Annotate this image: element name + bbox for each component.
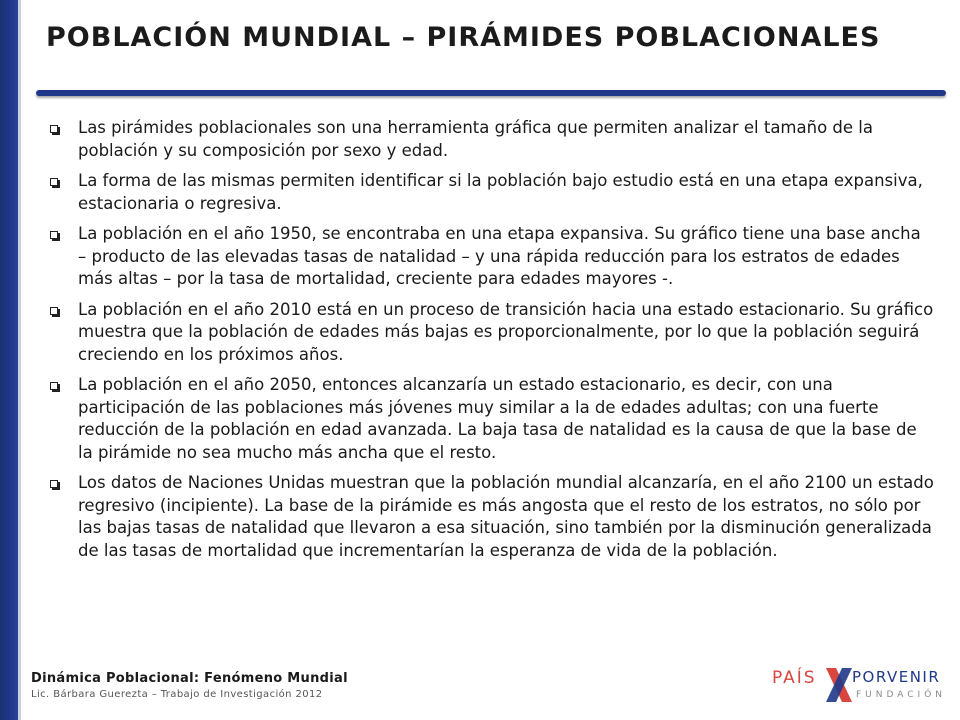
left-accent-bar-edge [18,0,21,720]
hollow-square-bullet-icon [50,178,58,186]
bullet-text: La población en el año 1950, se encontraba en una etapa expansiva. Su gráfico tiene una base ancha – producto de las elevadas tasas de natalidad – y una rápida reducción para los estratos de edades más altas – por la tasa de mortalidad, creciente para edades mayores -. [78,224,921,288]
bullet-item [44,374,934,464]
logo-word-pais: PAÍS [772,668,817,688]
bullet-text: La población en el año 2010 está en un proceso de transición hacia una estado estacionario. Su gráfico muestra que la población de edades más bajas es proporcionalmente, por lo que la población seguirá creciendo en los próximos años. [78,299,934,364]
slide-title: POBLACIÓN MUNDIAL – PIRÁMIDES POBLACIONALES [46,22,881,53]
bullet-text: La forma de las mismas permiten identificar si la población bajo estudio está en una etapa expansiva, estacionaria o regresiva. [78,171,923,213]
bullet-list [44,117,934,570]
logo-word-fundacion: FUNDACIÓN [856,690,947,700]
bullet-item [44,170,934,215]
hollow-square-bullet-icon [50,480,58,488]
hollow-square-bullet-icon [50,307,58,315]
bullet-item [44,472,934,562]
footer-title: Dinámica Poblacional: Fenómeno Mundial [31,671,348,686]
hollow-square-bullet-icon [50,231,58,239]
bullet-text: Las pirámides poblacionales son una herramienta gráfica que permiten analizar el tamaño de la población y su composición por sexo y edad. [78,118,873,160]
title-underline [36,90,946,96]
footer-subtitle: Lic. Bárbara Guerezta – Trabajo de Investigación 2012 [31,689,323,700]
hollow-square-bullet-icon [50,382,58,390]
bullet-item [44,299,934,367]
bullet-text: La población en el año 2050, entonces alcanzaría un estado estacionario, es decir, con una participación de las poblaciones más jóvenes muy similar a la de edades adultas; con una fuerte reducción de la población en edad avanzada. La baja tasa de natalidad es la causa de que la base de la pirámide no sea mucho más ancha que el resto. [78,375,917,462]
left-accent-bar [0,0,18,720]
logo-word-porvenir: PORVENIR [852,668,941,686]
bullet-text: Los datos de Naciones Unidas muestran que la población mundial alcanzaría, en el año 2100 un estado regresivo (incipiente). La base de la pirámide es más angosta que el resto de los estratos, no sólo por las bajas tasas de natalidad que llevaron a esa situación, sino también por la disminución generalizada de las tasas de mortalidad que incrementarían la esperanza de vida de la población. [78,473,934,560]
logo-x-mark-icon [824,666,854,704]
bullet-item [44,117,934,162]
bullet-item [44,223,934,291]
fundacion-pais-porvenir-logo [772,664,948,710]
hollow-square-bullet-icon [50,125,58,133]
